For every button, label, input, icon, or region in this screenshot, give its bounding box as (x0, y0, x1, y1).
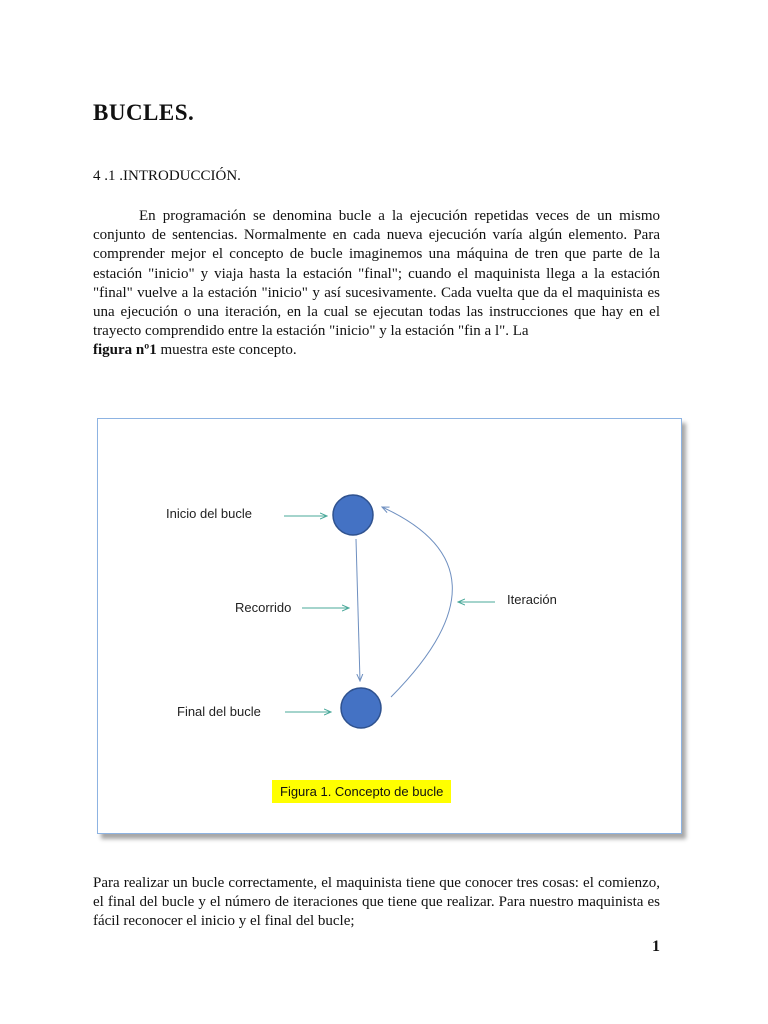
path-line (356, 539, 360, 681)
iteration-curve (382, 507, 452, 697)
closing-paragraph: Para realizar un bucle correctamente, el maquinista tiene que conocer tres cosas: el comienzo, el final del bucle y el número de iteraciones que tiene que realizar. Para nuestro maquinista es fácil reconocer el inicio y el final del bucle; (93, 875, 660, 930)
intro-text: En programación se denomina bucle a la ejecución repetidas veces de un mismo conjunto de sentencias. Normalmente en cada nueva ejecución varía algún elemento. Para comprender mejor el concepto de bucle imaginemos una máquina de tren que parte de la estación "inicio" y viaja hasta la estación "final"; cuando el maquinista llega a la estación "final" vuelve a la estación "inicio" y así sucesivamente. Cada vuelta que da el maquinista es una ejecución o una iteración, en la cual se ejecutan todas las instrucciones que hay en el trayecto comprendido entre la estación "inicio" y la estación "fin a l". La (93, 208, 660, 340)
section-heading: 4 .1 .INTRODUCCIÓN. (93, 168, 241, 184)
page-number: 1 (652, 938, 660, 955)
end-label: Final del bucle (177, 704, 261, 719)
figure-loop-diagram (97, 418, 682, 834)
intro-text-end: muestra este concepto. (156, 342, 297, 359)
intro-paragraph (93, 207, 660, 361)
start-node (333, 495, 373, 535)
loop-diagram-canvas (98, 419, 681, 833)
iteration-label: Iteración (507, 592, 557, 607)
figure-caption: Figura 1. Concepto de bucle (272, 780, 451, 803)
end-node (341, 688, 381, 728)
figure-reference: figura nº1 (93, 342, 157, 359)
document-title: BUCLES. (93, 100, 195, 125)
path-label: Recorrido (235, 600, 292, 615)
start-label: Inicio del bucle (166, 506, 252, 521)
